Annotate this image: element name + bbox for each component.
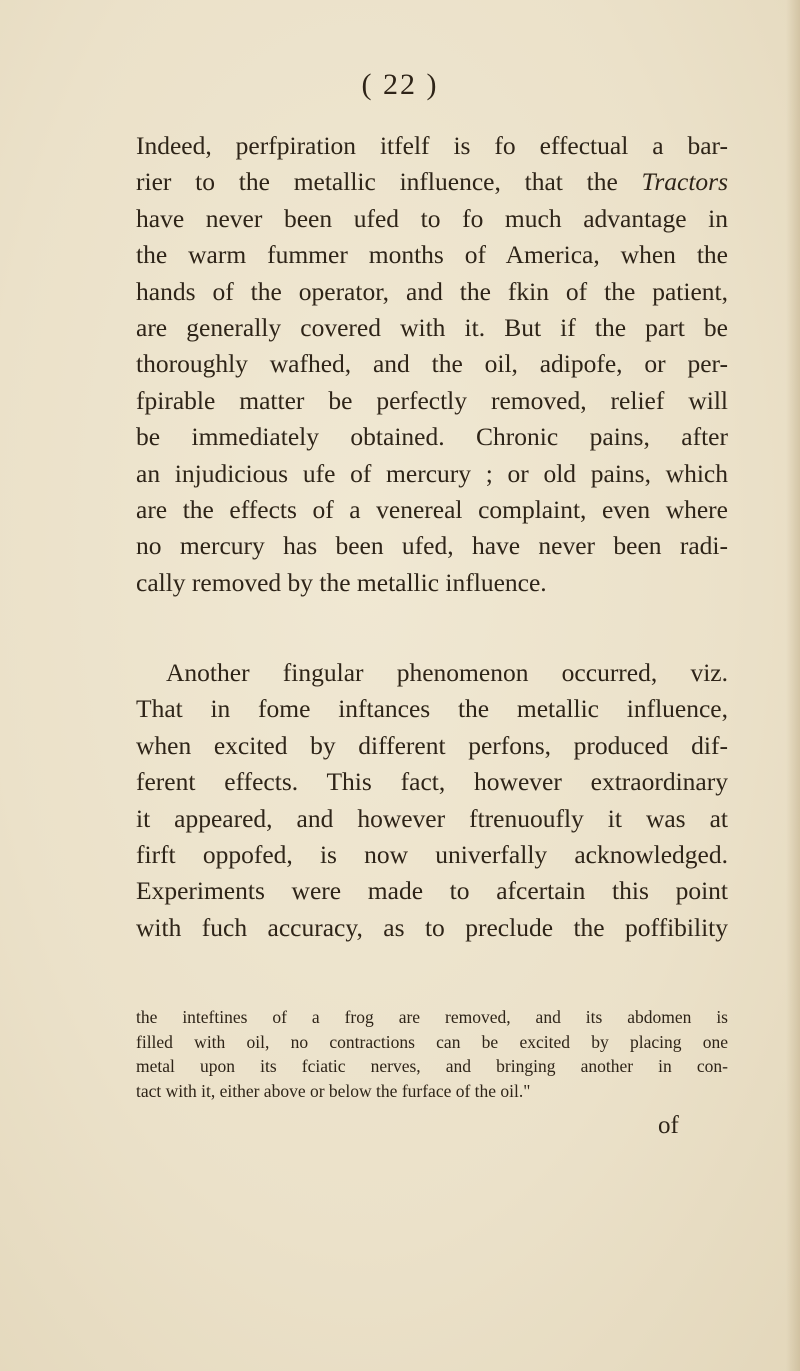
text-line: have never been ufed to fo much advantage in bbox=[136, 203, 728, 233]
footnote bbox=[136, 1005, 728, 1103]
page-number: ( 22 ) bbox=[361, 68, 439, 101]
text-line: no mercury has been ufed, have never been radi- bbox=[136, 531, 728, 561]
text-line: are generally covered with it. But if the part be bbox=[136, 312, 728, 342]
footnote-line: tact with it, either above or below the furface of the oil." bbox=[136, 1080, 531, 1101]
paragraph-1 bbox=[136, 128, 728, 601]
text-line: when excited by different perfons, produced dif- bbox=[136, 730, 728, 760]
page-edge-shadow bbox=[786, 0, 800, 1371]
text-line: thoroughly wafhed, and the oil, adipofe, or per- bbox=[136, 349, 728, 379]
text-line: Another fingular phenomenon occurred, viz. bbox=[166, 658, 728, 687]
text-line: cally removed by the metallic influence. bbox=[136, 567, 547, 597]
text-line: Experiments were made to afcertain this point bbox=[136, 876, 728, 906]
text-line: firft oppofed, is now univerfally acknowledged. bbox=[136, 839, 728, 869]
text-line: it appeared, and however ftrenuoufly it was at bbox=[136, 803, 728, 833]
text-line: with fuch accuracy, as to preclude the poffibility bbox=[136, 912, 728, 942]
footnote-line: metal upon its fciatic nerves, and bringing another in con- bbox=[136, 1056, 728, 1077]
text-line: That in fome inftances the metallic influence, bbox=[136, 694, 728, 724]
text-line: hands of the operator, and the fkin of the patient, bbox=[136, 276, 728, 306]
catchword: of bbox=[658, 1112, 679, 1139]
text-line: an injudicious ufe of mercury ; or old pains, which bbox=[136, 458, 728, 488]
text-line: Indeed, perfpiration itfelf is fo effectual a bar- bbox=[136, 131, 728, 160]
text-line: be immediately obtained. Chronic pains, after bbox=[136, 422, 728, 452]
text-line: rier to the metallic influence, that the Tractors bbox=[136, 167, 728, 197]
text-line: fpirable matter be perfectly removed, relief will bbox=[136, 385, 728, 415]
text-line: the warm fummer months of America, when the bbox=[136, 240, 728, 270]
text-line: are the effects of a venereal complaint, even where bbox=[136, 494, 728, 524]
text-line: ferent effects. This fact, however extraordinary bbox=[136, 767, 728, 797]
paragraph-2 bbox=[136, 655, 728, 946]
footnote-line: the inteftines of a frog are removed, and its abdomen is bbox=[136, 1007, 728, 1027]
footnote-line: filled with oil, no contractions can be excited by placing one bbox=[136, 1031, 728, 1052]
italic-term: Tractors bbox=[641, 167, 728, 197]
